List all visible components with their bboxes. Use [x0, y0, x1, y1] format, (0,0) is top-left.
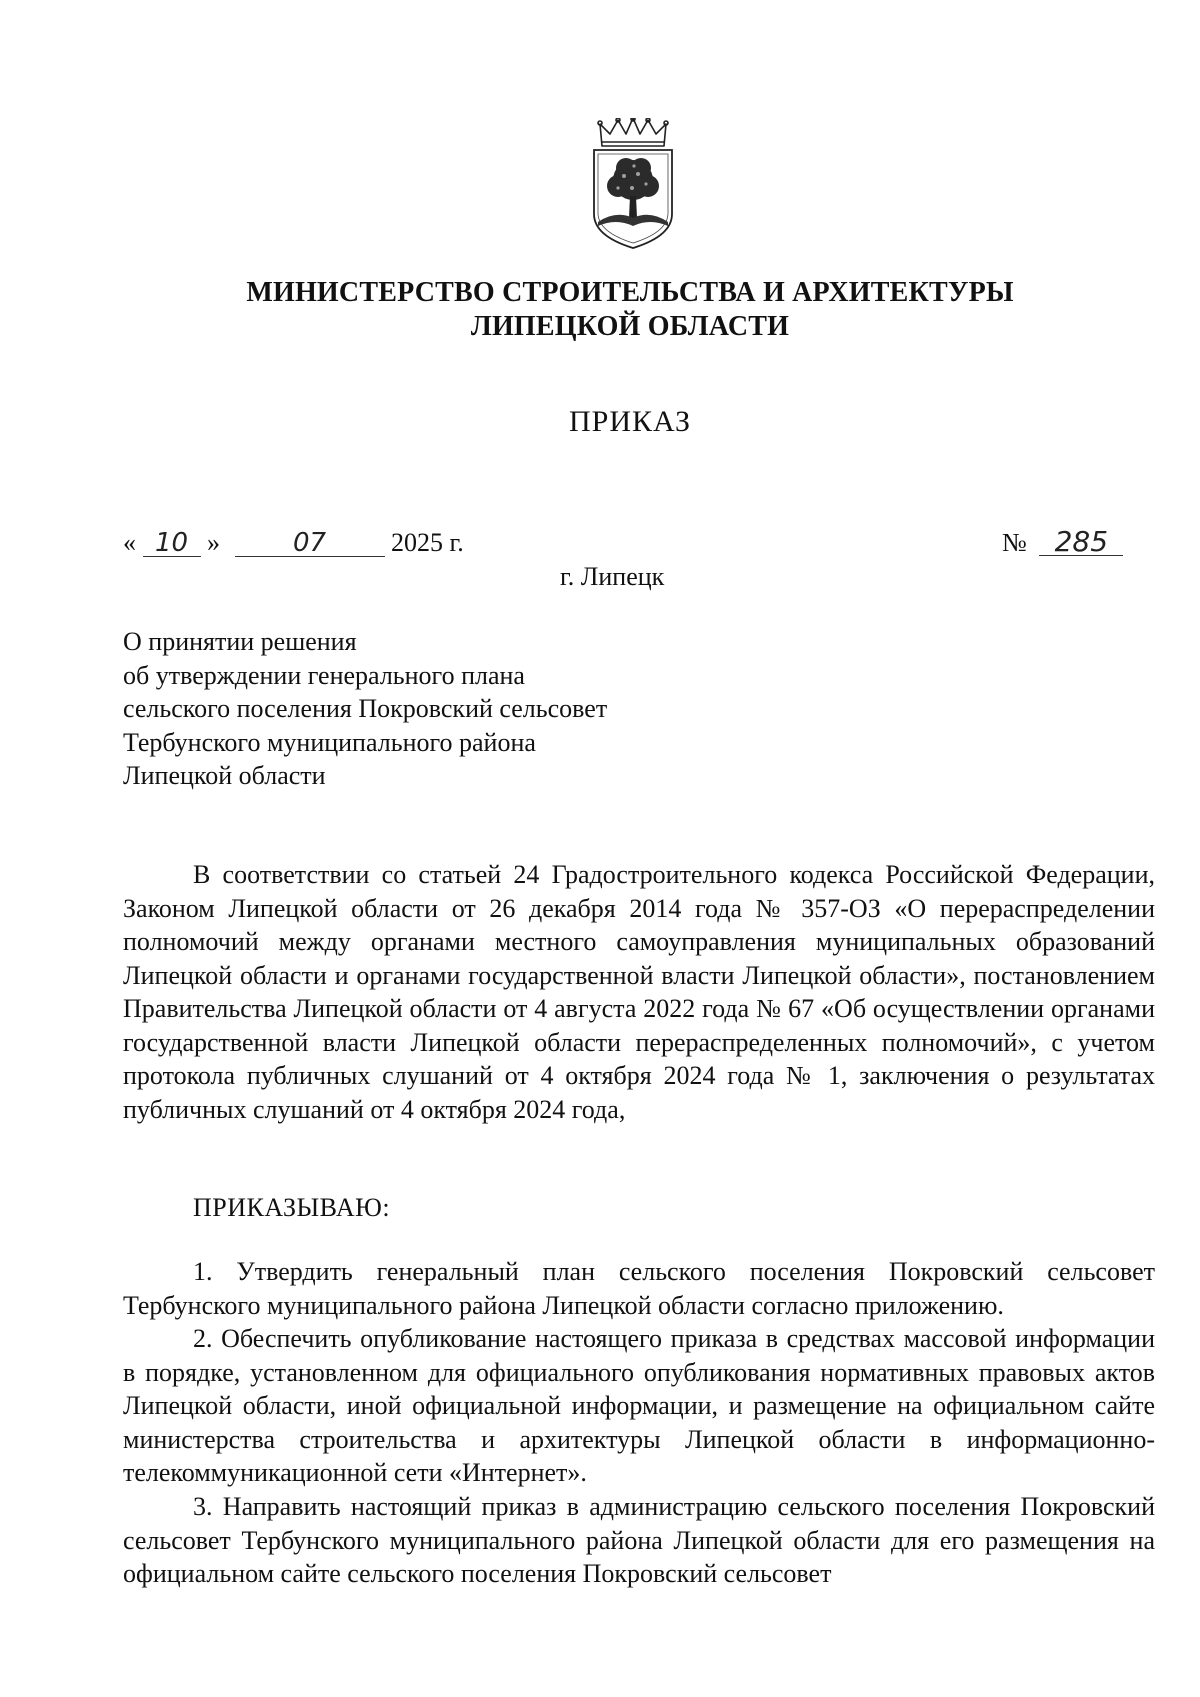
subject-line: сельского поселения Покровский сельсовет	[123, 694, 608, 723]
city-name: г. Липецк	[560, 562, 665, 591]
order-number-handwritten: 285	[1039, 529, 1123, 556]
order-number	[1002, 525, 1123, 558]
subject-line: О принятии решения	[123, 627, 357, 656]
subject-line: Тербунского муниципального района	[123, 727, 536, 757]
number-sign: №	[1002, 528, 1027, 557]
subject-line: Липецкой области	[123, 761, 326, 790]
date-open-quote: «	[123, 528, 136, 557]
order-subject	[123, 625, 607, 793]
order-item-2: 2. Обеспечить опубликование настоящего приказа в средствах массовой информации в порядке, установленном для официального опубликования нормативных правовых актов Липецкой области, иной официальной информации, и размещение на официальном сайте министерства строительства и архитектуры Липецкой области в информационно-телекоммуникационной сети «Интернет».	[123, 1324, 1155, 1487]
date-year: 2025 г.	[391, 528, 464, 557]
order-date	[123, 528, 464, 558]
date-close-quote: »	[207, 528, 220, 557]
date-day-handwritten: 10	[143, 530, 201, 557]
subject-line: об утверждении генерального плана	[123, 660, 525, 690]
legal-basis-paragraph: В соответствии со статьей 24 Градостроительного кодекса Российской Федерации, Законом Липецкой области от 26 декабря 2014 года № 357-ОЗ «О перераспределении полномочий между органами местного самоуправления муниципальных образований Липецкой области и органами государственной власти Липецкой области», постановлением Правительства Липецкой области от 4 августа 2022 года № 67 «Об осуществлении органами государственной власти Липецкой области перераспределенных полномочий», с учетом протокола публичных слушаний от 4 октября 2024 года № 1, заключения о результатах публичных слушаний от 4 октября 2024 года,	[123, 860, 1155, 1124]
order-item-3: 3. Направить настоящий приказ в администрацию сельского поселения Покровский сельсовет Тербунского муниципального района Липецкой области для его размещения на официальном сайте сельского поселения Покровский сельсовет	[123, 1492, 1155, 1588]
order-item-1: 1. Утвердить генеральный план сельского поселения Покровский сельсовет Тербунского муниципального района Липецкой области согласно приложению.	[123, 1257, 1155, 1320]
order-directive-word: ПРИКАЗЫВАЮ:	[193, 1193, 391, 1222]
coat-of-arms-icon	[588, 118, 678, 250]
date-month-handwritten: 07	[235, 530, 385, 557]
ministry-name-line-2: ЛИПЕЦКОЙ ОБЛАСТИ	[470, 311, 790, 342]
document-type-title: ПРИКАЗ	[569, 405, 691, 438]
ministry-name-line-1: МИНИСТЕРСТВО СТРОИТЕЛЬСТВА И АРХИТЕКТУРЫ	[246, 277, 1014, 308]
